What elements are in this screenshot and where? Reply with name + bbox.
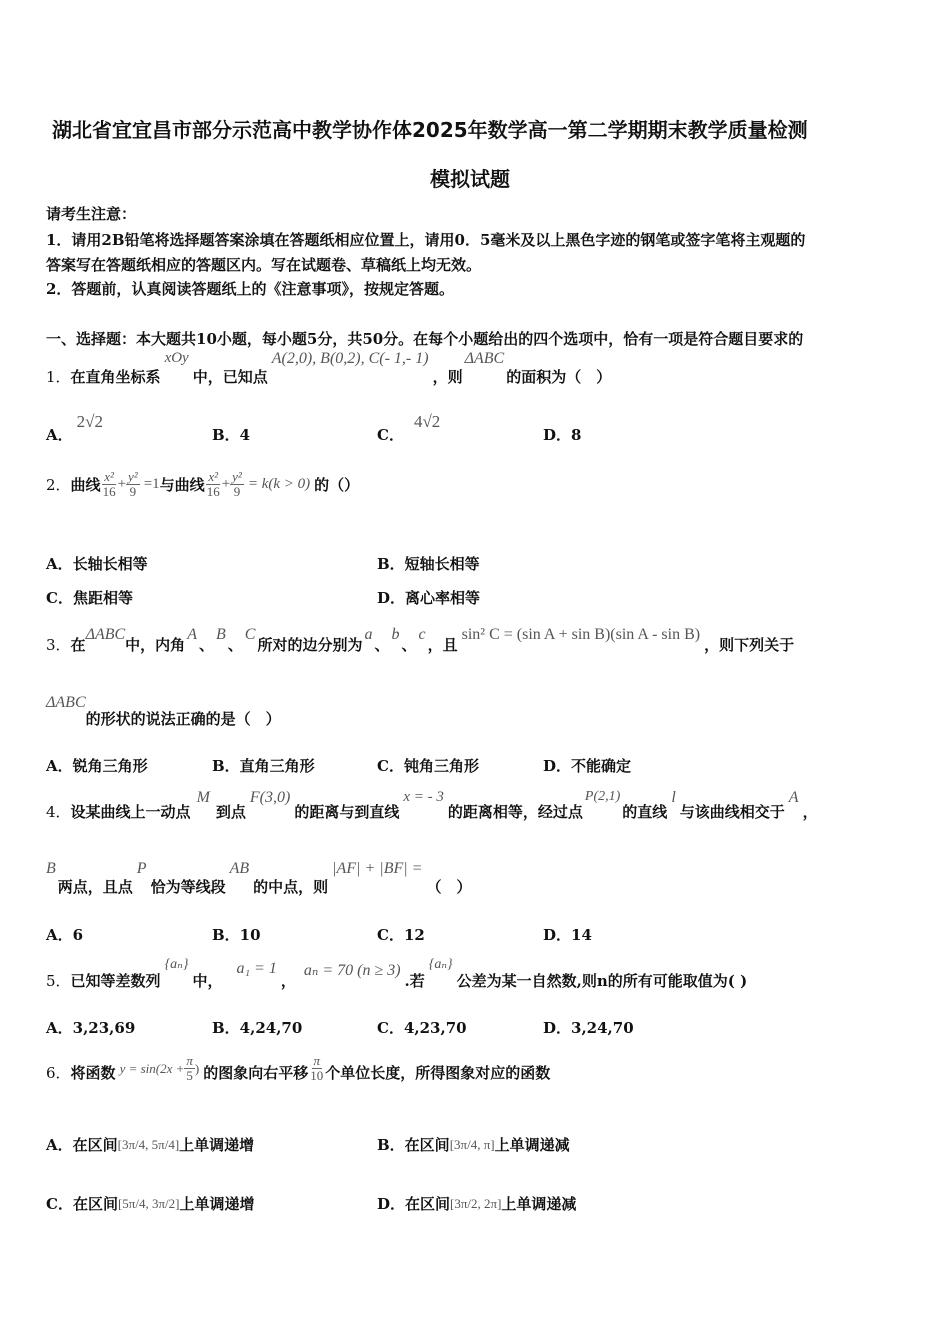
- q5-text: 已知等差数列: [70, 972, 161, 990]
- q2-option-c: C．焦距相等: [46, 589, 133, 607]
- q6-option-c-tail: 上单调递增: [179, 1195, 255, 1213]
- q6-frac-pi5: [184, 1054, 195, 1082]
- q2-frac-num: x²: [208, 469, 219, 484]
- notice-item-1b: 答案写在答题纸相应的答题区内。写在试题卷、草稿纸上均无效。: [46, 256, 482, 274]
- q3-math-c: C: [244, 626, 256, 643]
- q3-math-triangle: ΔABC: [85, 626, 126, 643]
- question-4: [46, 789, 818, 822]
- q6-frac-num: π: [186, 1053, 193, 1069]
- q6-option-a-label: A．在区间: [46, 1136, 118, 1154]
- q3-math-triangle-2: ΔABC: [46, 694, 86, 711]
- q3-number: 3．: [46, 636, 71, 654]
- q6-option-c-label: C．在区间: [46, 1195, 118, 1213]
- q2-option-d: D．离心率相等: [377, 589, 481, 607]
- q4-math-b: B: [46, 860, 56, 877]
- q6-option-d-tail: 上单调递减: [501, 1195, 577, 1213]
- q6-number: 6．: [46, 1064, 71, 1082]
- q1-text: 中，已知点: [192, 368, 268, 386]
- q6-option-c-interval: [5π/4, 3π/2]: [117, 1195, 180, 1211]
- notice-item-1a: 1．请用2B铅笔将选择题答案涂填在答题纸相应位置上，请用0．5毫米及以上黑色字迹的钢笔或签字笔将主观题的: [46, 231, 806, 249]
- q4-option-d: D．14: [543, 926, 592, 944]
- q1-math-points: A(2,0), B(0,2), C(- 1,- 1): [271, 350, 429, 367]
- q6-paren: ): [194, 1060, 200, 1076]
- q4-text: 到点: [215, 803, 246, 821]
- q4-math-p: P(2,1): [584, 789, 621, 804]
- q1-math-xoy: xOy: [164, 350, 189, 366]
- q4-math-p2: P: [136, 860, 147, 877]
- q3-option-c: C．钝角三角形: [377, 757, 479, 775]
- q3-text: 中，内角: [125, 636, 186, 654]
- q6-option-d-label: D．在区间: [377, 1195, 451, 1213]
- q6-option-d: [377, 1193, 576, 1214]
- question-4-cont: [46, 860, 471, 897]
- q1-number: 1．: [46, 368, 71, 386]
- q2-frac-den: 16: [206, 483, 220, 499]
- question-1: [46, 350, 611, 390]
- q6-option-c: [46, 1193, 254, 1214]
- q5-text: 公差为某一自然数,则n的所有可能取值为( ): [456, 972, 748, 990]
- q1-option-a: [46, 412, 103, 445]
- q2-plus: +: [221, 475, 231, 492]
- q3-sep: 、: [401, 636, 417, 654]
- q3-option-d: D．不能确定: [543, 757, 632, 775]
- q6-frac-den: 10: [310, 1068, 324, 1083]
- q2-text: 曲线: [70, 475, 101, 494]
- q2-frac-num: y²: [128, 469, 138, 484]
- section-heading: 一、选择题：本大题共10小题，每小题5分，共50分。在每个小题给出的四个选项中，恰有一项是符合题目要求的: [46, 330, 804, 348]
- q5-math-seq: {aₙ}: [164, 957, 189, 972]
- q6-option-b-label: B．在区间: [377, 1136, 450, 1154]
- q4-number: 4．: [46, 803, 71, 821]
- q5-option-a: A．3,23,69: [46, 1019, 136, 1037]
- q5-option-b: B．4,24,70: [212, 1019, 303, 1037]
- q6-option-d-interval: [3π/2, 2π]: [450, 1195, 502, 1211]
- q2-frac-num: y²: [232, 469, 242, 484]
- q2-plus: +: [117, 475, 127, 492]
- q6-text: 将函数: [70, 1064, 116, 1082]
- q3-math-a: A: [187, 626, 197, 643]
- q4-math-line: x = - 3: [403, 789, 444, 805]
- q2-eq2: = k(k > 0): [247, 475, 311, 492]
- q4-math-ab: AB: [229, 860, 250, 877]
- q5-text: 中，: [192, 972, 223, 990]
- q6-option-a: [46, 1134, 254, 1155]
- q2-text: 与曲线: [159, 475, 205, 494]
- q3-option-a: A．锐角三角形: [46, 757, 148, 775]
- q3-option-b: B．直角三角形: [212, 757, 315, 775]
- q1-option-a-label: A．: [46, 426, 73, 444]
- q3-math-side-b: b: [391, 626, 400, 643]
- q2-fraction-y2: [230, 470, 244, 498]
- question-2: [46, 470, 359, 498]
- q2-fraction-x2: [205, 470, 222, 498]
- question-3-cont: [46, 694, 281, 729]
- page-title-line1: 湖北省宜宜昌市部分示范高中教学协作体2025年数学高一第二学期期末教学质量检测: [52, 118, 808, 142]
- page-title-line2: 模拟试题: [430, 167, 510, 191]
- question-3: [46, 626, 794, 655]
- q4-text: 两点，且点: [57, 878, 133, 896]
- q4-option-b: B．10: [212, 926, 261, 944]
- question-5: [46, 956, 747, 991]
- q2-fraction-x: [101, 470, 118, 498]
- q2-text: 的（）: [314, 475, 360, 494]
- q2-option-a: A．长轴长相等: [46, 555, 148, 573]
- q3-text: ，则下列关于: [704, 636, 795, 654]
- q3-text: 在: [70, 636, 86, 654]
- q4-text: 的中点，则: [253, 878, 329, 896]
- q1-option-a-math: 2√2: [76, 412, 103, 431]
- q6-frac-num: π: [313, 1053, 321, 1069]
- q4-text: 的距离与到直线: [294, 803, 400, 821]
- q4-math-sum: |AF| + |BF| =: [332, 860, 423, 877]
- q5-math-a1: a₁ = 1: [236, 960, 277, 977]
- q2-option-b: B．短轴长相等: [377, 555, 480, 573]
- q3-text: 所对的边分别为: [257, 636, 363, 654]
- q1-text: 在直角坐标系: [70, 368, 161, 386]
- q3-text: ，且: [427, 636, 458, 654]
- q5-text: .若: [404, 972, 425, 990]
- q2-frac-den: 16: [102, 483, 116, 499]
- q4-text: 恰为等线段: [150, 878, 226, 896]
- q5-text: ，: [280, 972, 296, 990]
- q3-sep: 、: [227, 636, 243, 654]
- q2-eq1: =1: [143, 475, 160, 492]
- q6-option-b-interval: [3π/4, π]: [449, 1136, 495, 1152]
- q3-sep: 、: [198, 636, 214, 654]
- q1-option-b: B．4: [212, 426, 251, 444]
- q5-number: 5．: [46, 972, 71, 990]
- q4-text: 的直线: [622, 803, 668, 821]
- q6-frac-pi10: [308, 1054, 325, 1082]
- q6-option-b-tail: 上单调递减: [494, 1136, 570, 1154]
- q5-math-an: aₙ = 70 (n ≥ 3): [303, 962, 401, 979]
- q3-math-side-a: a: [364, 626, 373, 643]
- q2-frac-num: x²: [104, 469, 114, 484]
- q4-text: 的距离相等，经过点: [447, 803, 583, 821]
- q4-math-m: M: [196, 789, 210, 806]
- q2-fraction-y: [126, 470, 140, 498]
- q3-sep: 、: [374, 636, 390, 654]
- q6-option-a-tail: 上单调递增: [179, 1136, 255, 1154]
- q2-number: 2．: [46, 475, 71, 494]
- notice-heading: 请考生注意：: [46, 205, 137, 223]
- q4-math-l: l: [671, 789, 676, 806]
- q2-frac-den: 9: [233, 483, 241, 499]
- q6-math-func: y = sin(2x +: [119, 1060, 185, 1076]
- question-6: [46, 1054, 550, 1083]
- notice-item-2: 2．答题前，认真阅读答题纸上的《注意事项》，按规定答题。: [46, 280, 454, 298]
- q5-option-d: D．3,24,70: [543, 1019, 634, 1037]
- q4-text: 设某曲线上一动点: [70, 803, 191, 821]
- q6-text: 个单位长度，所得图象对应的函数: [325, 1064, 551, 1082]
- q5-option-c: C．4,23,70: [377, 1019, 467, 1037]
- q3-math-b: B: [215, 626, 226, 643]
- q1-option-d: D．8: [543, 426, 582, 444]
- q5-math-seq2: {aₙ}: [428, 957, 453, 972]
- q4-option-a: A．6: [46, 926, 84, 944]
- q2-frac-den: 9: [129, 483, 137, 499]
- q4-option-c: C．12: [377, 926, 425, 944]
- q3-math-side-c: c: [418, 626, 426, 643]
- q3-math-equation: sin² C = (sin A + sin B)(sin A - sin B): [461, 626, 701, 643]
- q4-text: 与该曲线相交于: [679, 803, 785, 821]
- q1-text: 的面积为（ ）: [506, 368, 612, 386]
- q4-comma: ，: [802, 803, 818, 821]
- q4-math-a: A: [788, 789, 799, 806]
- q6-frac-den: 5: [186, 1068, 193, 1083]
- q3-text: 的形状的说法正确的是（ ）: [85, 710, 281, 728]
- q1-option-c-label: C．: [377, 426, 404, 444]
- q1-option-c: [377, 412, 440, 445]
- q4-text: （ ）: [426, 878, 472, 896]
- q6-option-a-interval: [3π/4, 5π/4]: [117, 1136, 180, 1152]
- q1-math-triangle: ΔABC: [464, 350, 505, 367]
- q6-text: 的图象向右平移: [203, 1064, 309, 1082]
- q4-math-f: F(3,0): [249, 789, 291, 806]
- q1-option-c-math: 4√2: [413, 412, 441, 431]
- q1-text: ，则: [432, 368, 463, 386]
- q6-option-b: [377, 1134, 570, 1155]
